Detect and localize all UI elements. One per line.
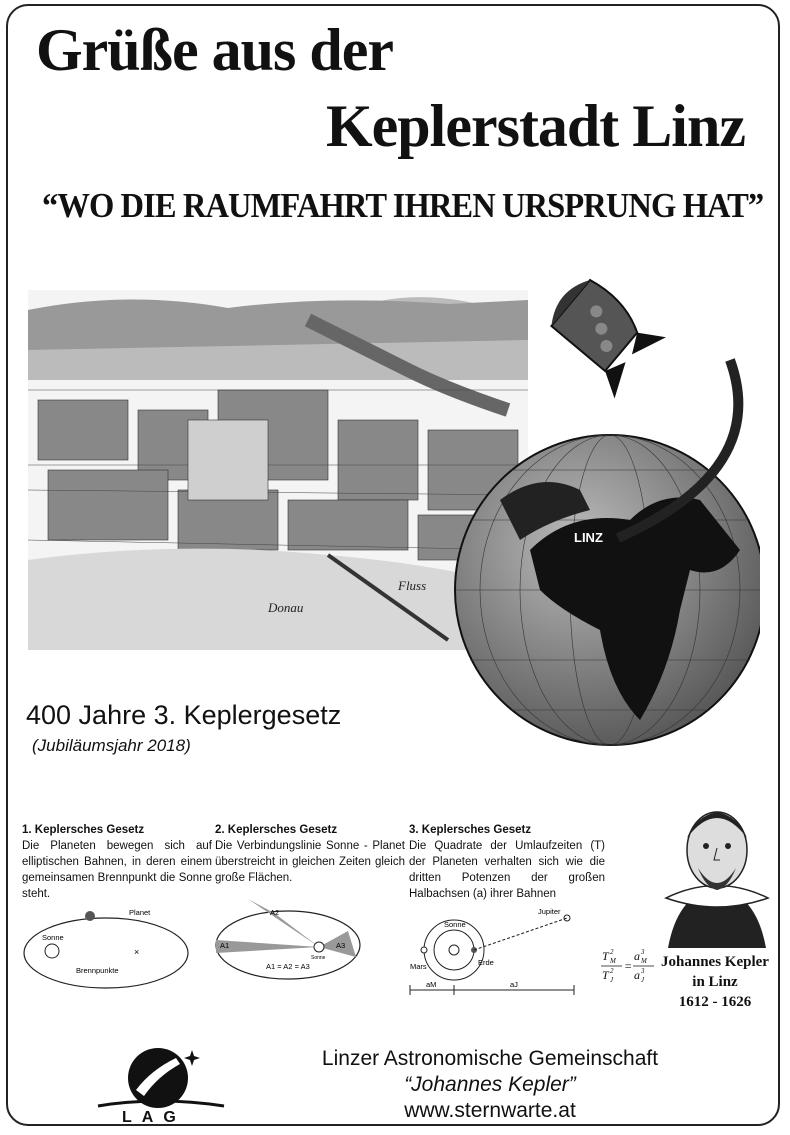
law-3-text: Die Quadrate der Umlaufzeiten (T) der Planeten verhalten sich wie die dritten Potenzen der großen Halbachsen (a) ihrer Bahnen: [409, 840, 605, 900]
svg-text:T: T: [602, 968, 609, 982]
law-3: [409, 822, 605, 902]
org-name: Linzer Astronomische Gemeinschaft: [321, 1047, 659, 1070]
anniversary-subtitle: (Jubiläumsjahr 2018): [32, 736, 191, 755]
law-1-heading: 1. Keplersches Gesetz: [22, 824, 145, 836]
anniversary-title: 400 Jahre 3. Keplergesetz: [26, 700, 342, 730]
title-line-2: Keplerstadt Linz: [326, 93, 745, 159]
law-3-heading: 3. Keplersches Gesetz: [409, 824, 532, 836]
svg-text:2: 2: [610, 948, 614, 956]
law-2-heading: 2. Keplersches Gesetz: [215, 824, 338, 836]
title-line-1: Grüße aus der: [36, 17, 394, 83]
law-3-aj: aJ: [510, 980, 518, 989]
kepler-caption: [640, 952, 790, 1012]
website-link[interactable]: www.sternwarte.at: [404, 1099, 576, 1122]
svg-text:2: 2: [610, 967, 614, 975]
law-2-sun: Sonne: [311, 955, 326, 961]
svg-text:3: 3: [641, 967, 645, 975]
law-2-text: Die Verbindungslinie Sonne - Planet überstreicht in gleichen Zeiten gleich große Flächen.: [215, 840, 405, 884]
lag-logo: [96, 1040, 226, 1124]
river-label-donau: Donau: [268, 600, 304, 615]
law-2-a1: A1: [220, 941, 230, 950]
law-3-am: aM: [426, 980, 437, 989]
kepler-portrait: [658, 798, 776, 948]
organization-block: [230, 1046, 750, 1124]
law-2-a2: A2: [270, 908, 280, 917]
law-3-jupiter: Jupiter: [538, 907, 561, 916]
law-2-a3: A3: [336, 941, 346, 950]
law-3-earth: Erde: [478, 958, 494, 967]
second-focus-mark: ×: [134, 947, 140, 957]
svg-text:M: M: [610, 957, 616, 965]
law-2-diagram: [208, 895, 370, 985]
law-1: [22, 822, 212, 902]
kepler-name: Johannes Kepler: [661, 954, 769, 970]
law-1-text: Die Planeten bewegen sich auf elliptischen Bahnen, in deren einem gemeinsamen Brennpunkt die Sonne steht.: [22, 840, 212, 900]
kepler-years: 1612 - 1626: [678, 994, 752, 1010]
globe-with-rocket: [440, 250, 760, 760]
law-3-diagram: [402, 905, 578, 995]
globe-label-linz: LINZ: [574, 530, 603, 545]
law-2-equation: A1 = A2 = A3: [266, 962, 310, 971]
svg-text:T: T: [602, 949, 609, 963]
law-1-foci-label: Brennpunkte: [76, 966, 119, 975]
svg-text:3: 3: [641, 948, 645, 956]
svg-text:J: J: [641, 976, 645, 984]
svg-text:a: a: [634, 949, 640, 963]
law-1-diagram: [14, 905, 204, 995]
law-3-mars: Mars: [410, 962, 427, 971]
slogan: “WO DIE RAUMFAHRT IHREN URSPRUNG HAT”: [42, 186, 764, 225]
law-3-sun: Sonne: [444, 920, 466, 929]
river-label-fluss: Fluss: [398, 578, 427, 593]
svg-text:M: M: [641, 957, 647, 965]
law-2: [215, 822, 405, 886]
law-1-planet-label: Planet: [129, 908, 151, 917]
law-1-sun-label: Sonne: [42, 933, 64, 942]
kepler-place: in Linz: [692, 974, 738, 990]
svg-text:=: =: [624, 959, 633, 973]
svg-text:a: a: [634, 968, 640, 982]
logo-text: LAG: [122, 1109, 186, 1124]
svg-text:J: J: [610, 976, 614, 984]
org-subtitle: “Johannes Kepler”: [404, 1073, 576, 1096]
